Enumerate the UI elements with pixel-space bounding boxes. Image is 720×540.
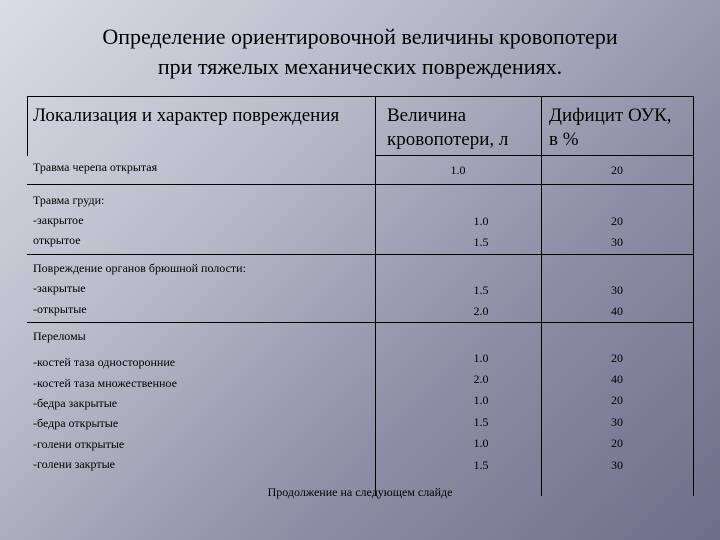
row-percent-fractures-2: 40 xyxy=(611,372,623,386)
row-percent-fractures-1: 20 xyxy=(611,351,623,365)
row-value-abdomen-1: 1.5 xyxy=(473,283,489,297)
blood-loss-table xyxy=(27,96,694,496)
row-item-chest-1: -закрытое xyxy=(33,213,84,227)
row-item-fractures-3: -бедра закрытые xyxy=(33,396,118,410)
title-line-2: при тяжелых механических повреждениях. xyxy=(157,54,563,79)
header-deficit-line1: Дифицит ОУК, xyxy=(549,105,672,126)
table-right-border xyxy=(693,96,694,496)
row-label-abdomen: Повреждение органов брюшной полости: xyxy=(33,261,246,275)
row-value-fractures-1: 1.0 xyxy=(473,351,489,365)
row-divider-1 xyxy=(27,184,694,185)
row-percent-fractures-5: 20 xyxy=(611,436,623,450)
continuation-note: Продолжение на следующем слайде xyxy=(267,485,453,499)
row-value-skull: 1.0 xyxy=(450,163,466,177)
row-percent-chest-2: 30 xyxy=(611,235,623,249)
row-item-fractures-6: -голени закртые xyxy=(33,457,115,471)
row-percent-fractures-6: 30 xyxy=(611,458,623,472)
row-value-chest-2: 1.5 xyxy=(473,235,489,249)
row-divider-3 xyxy=(27,322,694,323)
row-item-fractures-2: -костей таза множественное xyxy=(33,376,177,390)
header-bottom-border xyxy=(375,155,694,156)
row-percent-abdomen-1: 30 xyxy=(611,283,623,297)
header-localization: Локализация и характер повреждения xyxy=(33,105,340,126)
row-percent-skull: 20 xyxy=(611,163,623,177)
slide-title xyxy=(0,22,720,82)
row-percent-fractures-4: 30 xyxy=(611,415,623,429)
row-percent-chest-1: 20 xyxy=(611,214,623,228)
row-percent-fractures-3: 20 xyxy=(611,393,623,407)
header-deficit xyxy=(549,104,691,152)
row-label-skull: Травма черепа открытая xyxy=(33,160,158,174)
table-top-border xyxy=(27,96,694,97)
table-left-border xyxy=(27,96,28,156)
row-divider-2 xyxy=(27,254,694,255)
row-item-fractures-5: -голени открытые xyxy=(33,437,125,451)
row-label-fractures: Переломы xyxy=(33,329,86,343)
row-item-fractures-4: -бедра открытые xyxy=(33,416,119,430)
row-value-fractures-5: 1.0 xyxy=(473,436,489,450)
row-value-abdomen-2: 2.0 xyxy=(473,304,489,318)
title-line-1: Определение ориентировочной величины кровопотери xyxy=(102,24,618,49)
row-value-fractures-6: 1.5 xyxy=(473,458,489,472)
row-item-fractures-1: -костей таза односторонние xyxy=(33,355,176,369)
row-item-chest-2: открытое xyxy=(33,233,81,247)
header-deficit-line2: в % xyxy=(549,129,579,150)
row-value-chest-1: 1.0 xyxy=(473,214,489,228)
row-label-chest: Травма груди: xyxy=(33,193,105,207)
header-blood-loss-line2: кровопотери, л xyxy=(387,129,509,150)
row-item-abdomen-1: -закрытые xyxy=(33,281,86,295)
row-value-fractures-4: 1.5 xyxy=(473,415,489,429)
header-blood-loss xyxy=(387,104,537,152)
row-value-fractures-2: 2.0 xyxy=(473,372,489,386)
header-blood-loss-line1: Величина xyxy=(387,105,467,126)
row-item-abdomen-2: -открытые xyxy=(33,302,87,316)
row-value-fractures-3: 1.0 xyxy=(473,393,489,407)
row-percent-abdomen-2: 40 xyxy=(611,304,623,318)
